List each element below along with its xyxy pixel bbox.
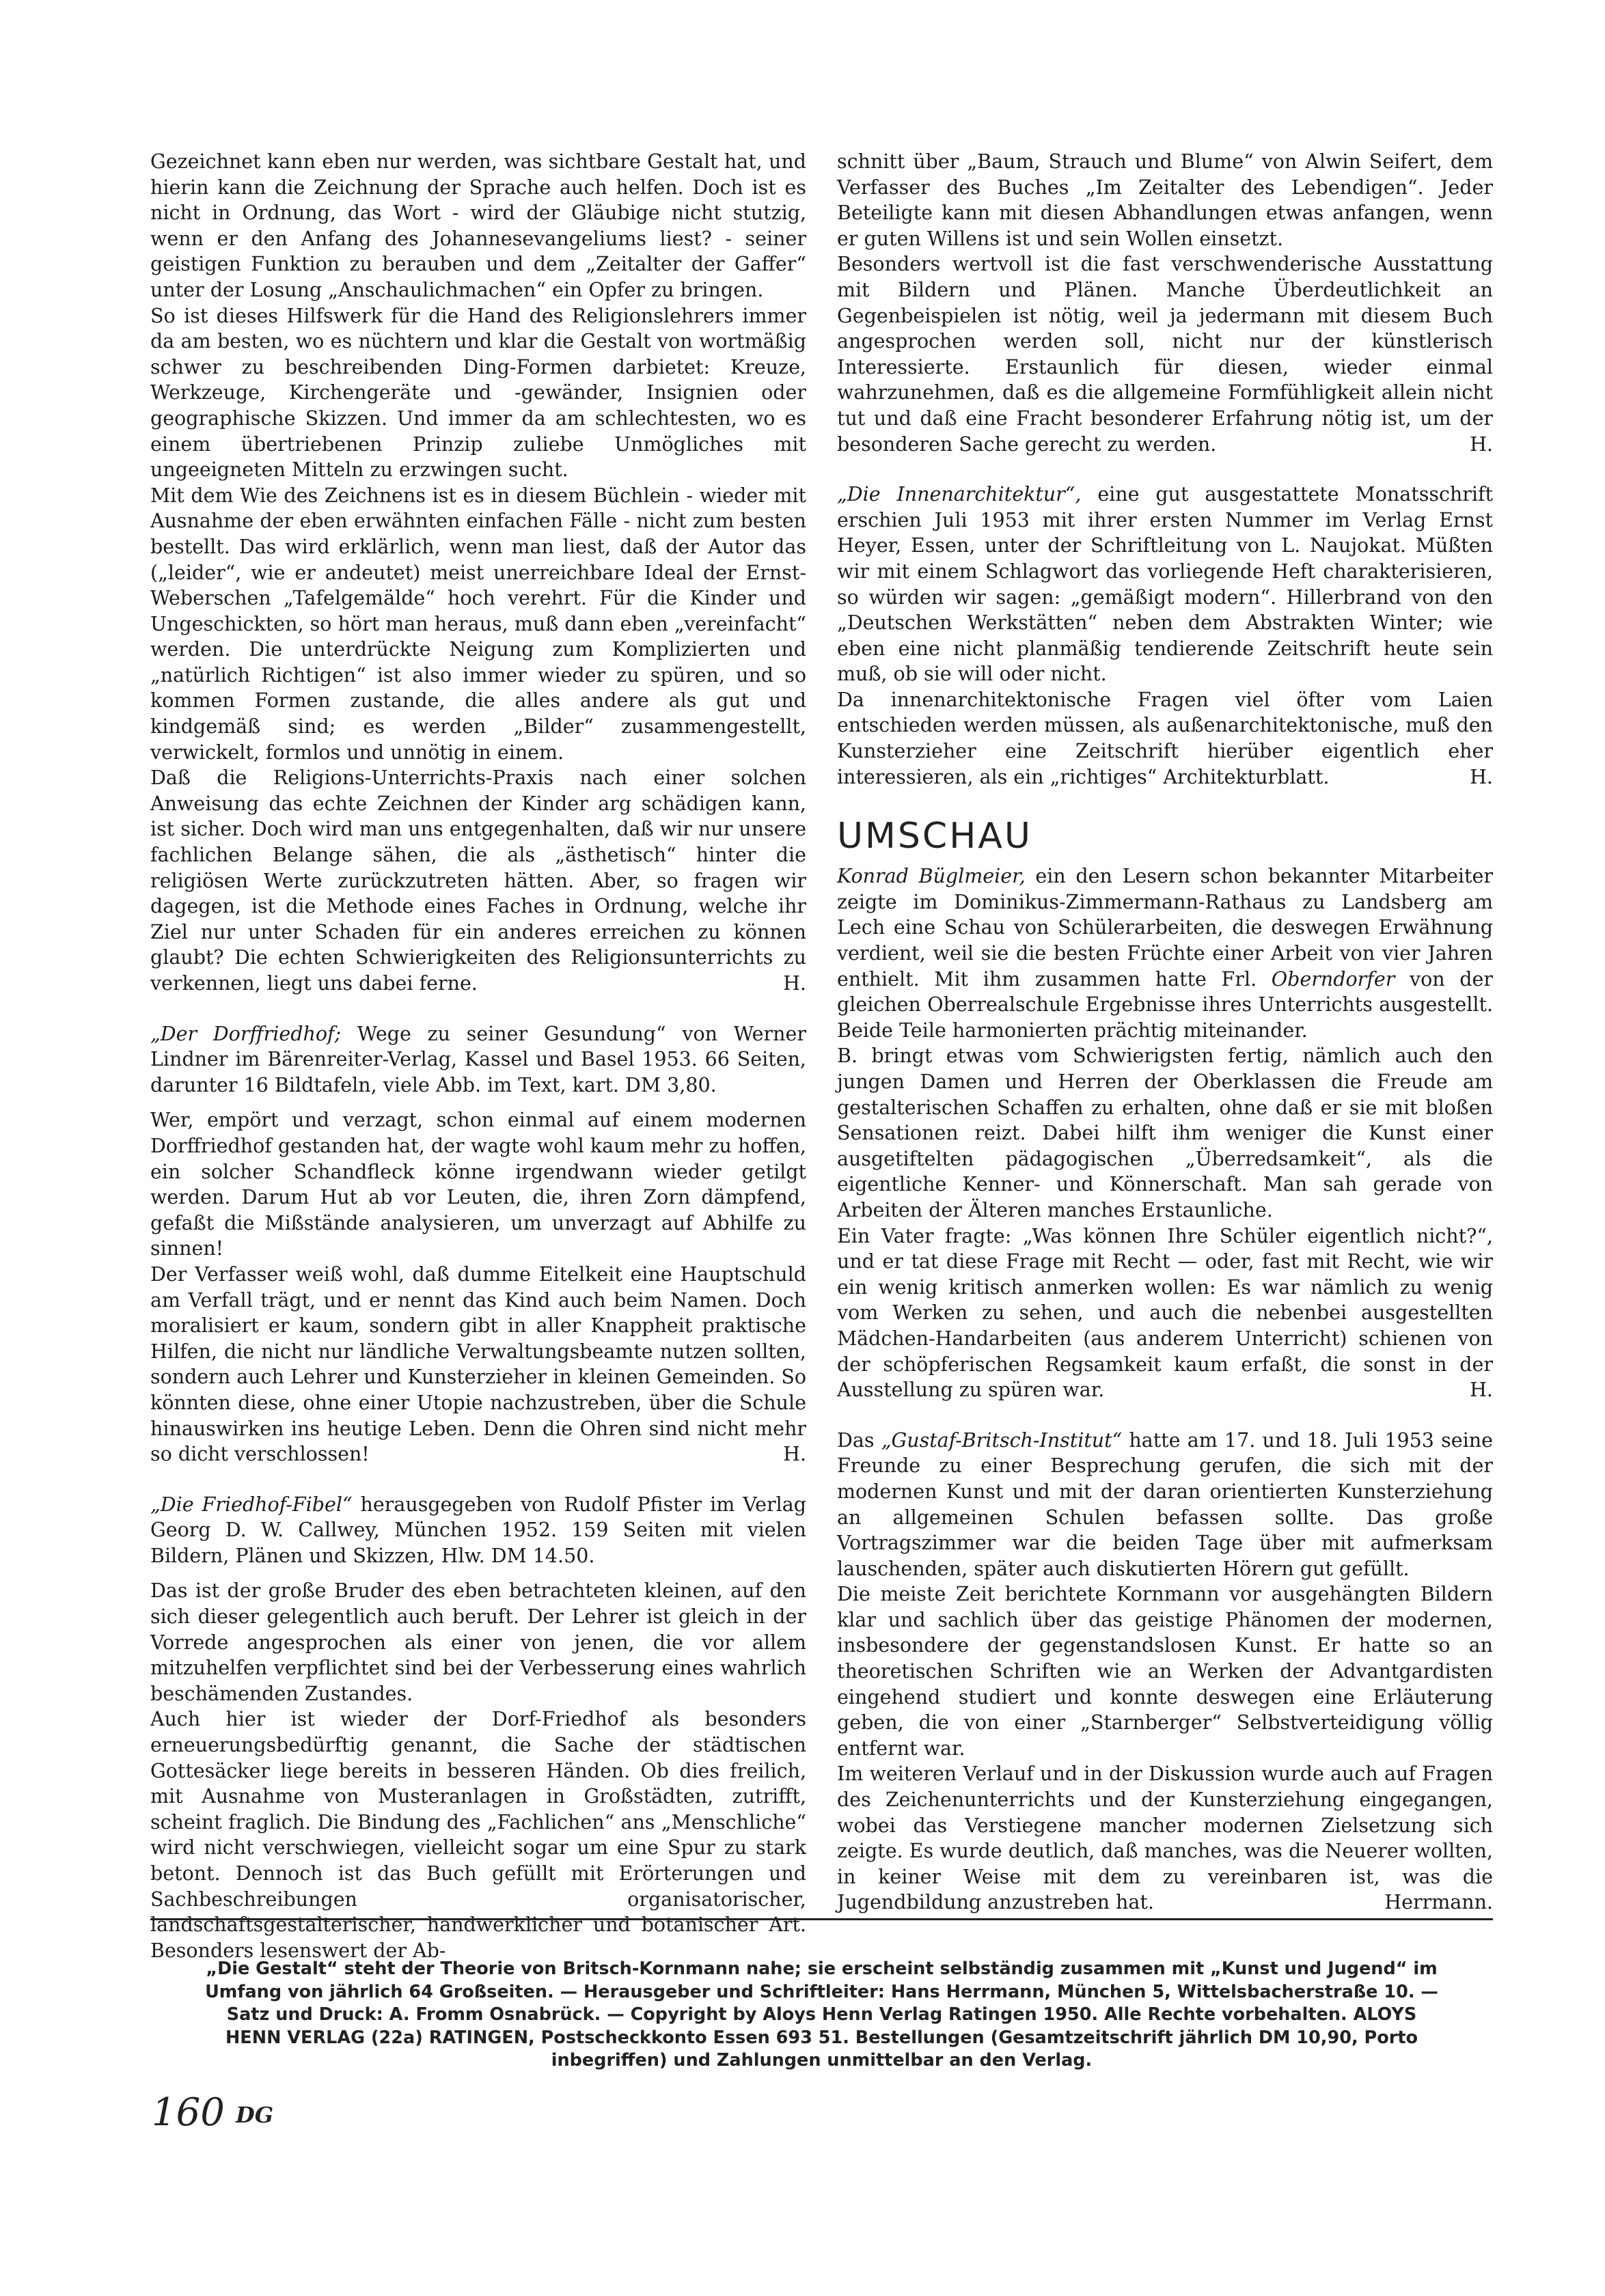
paragraph — [837, 687, 1493, 790]
spacer — [150, 997, 806, 1021]
imprint-line: inbegriffen) und Zahlungen unmittelbar an den Verlag. — [551, 2050, 1093, 2071]
imprint-line: Umfang von jährlich 64 Großseiten. — Herausgeber und Schriftleiter: Hans Herrmann, München 5, Wittelsbacherstraße 10. — — [205, 1981, 1438, 2002]
left-column — [150, 149, 806, 1963]
paragraph-text: Der Verfasser weiß wohl, daß dumme Eitelkeit eine Hauptschuld am Verfall trägt, und er nennt das Kind auch beim Namen. Doch moralisiert er kaum, sondern gibt in aller Knappheit praktische Hilfen, die nicht nur ländliche Verwaltungsbeamte nutzen sollten, sondern auch Lehrer und Kunsterzieher in kleinen Gemeinden. So könnten diese, ohne einer Utopie nachzustreben, über die Schule hinauswirken ins heutige Leben. Denn die Ohren sind nicht mehr so dicht verschlossen! — [150, 1262, 806, 1466]
review-heading — [150, 1492, 806, 1569]
paragraph: Gezeichnet kann eben nur werden, was sichtbare Gestalt hat, und hierin kann die Zeichnung der Sprache auch helfen. Doch ist es nicht in Ordnung, das Wort - wird der Gläubige nicht stutzig, wenn er den Anfang des Johannesevangeliums liest? - seiner geistigen Funktion zu berauben und dem „Zeitalter der Gaffer“ unter der Losung „Anschaulichmachen“ ein Opfer zu bringen. — [150, 150, 806, 301]
review-details: herausgegeben von Rudolf Pfister im Verlag Georg D. W. Callwey, München 1952. 159 Seiten mit vielen Bildern, Plänen und Skizzen, Hlw. DM 14.50. — [150, 1493, 806, 1567]
right-column — [837, 149, 1493, 1915]
paragraph: Die meiste Zeit berichtete Kornmann vor ausgehängten Bildern klar und sachlich über das geistige Phänomen der modernen, insbesondere der gegenstandslosen Kunst. Er hatte so an theoretischen Schriften wie an Werken der Advantgardisten eingehend studiert und konnte deswegen eine Erläuterung geben, die von einer „Starnberger“ Selbstverteidigung völlig entfernt war. — [837, 1583, 1493, 1760]
review-title: „Der Dorffriedhof; — [150, 1022, 342, 1045]
spacer — [150, 1568, 806, 1578]
author-signature: H. — [1470, 1379, 1493, 1402]
review-title: „Die Innenarchitektur“, — [837, 483, 1082, 506]
author-signature: H. — [783, 1443, 806, 1466]
paragraph-text: Ein Vater fragte: „Was können Ihre Schüler eigentlich nicht?“, und er tat diese Frage mit Recht — oder, fast mit Recht, wie wir ein wenig kritisch anmerken wollen: Es war nämlich zu wenig vom Werken zu sehen, und auch die nebenbei ausgestellten Mädchen-Handarbeiten (aus anderem Unterricht) schienen von der schöpferischen Regsamkeit kaum erfaßt, die sonst in der Ausstellung zu spüren war. — [837, 1224, 1493, 1402]
paragraph — [150, 765, 806, 996]
person-name: Oberndorfer — [1271, 967, 1395, 991]
review-details: Wege zu seiner Gesundung“ von Werner Lindner im Bärenreiter-Verlag, Kassel und Basel 1953. 66 Seiten, darunter 16 Bildtafeln, viele Abb. im Text, kart. DM 3,80. — [150, 1022, 806, 1096]
author-signature: H. — [1470, 765, 1493, 788]
page-number: 160 — [152, 2090, 225, 2135]
paragraph-text: Im weiteren Verlauf und in der Diskussion wurde auch auf Fragen des Zeichenunterrichts und der Kunsterziehung eingegangen, wobei das Verstiegene mancher modernen Zielsetzung sich zeigte. Es wurde deutlich, daß manches, was die Neuerer wollten, in keiner Weise mit dem zu vereinbaren ist, was die Jugendbildung anzustreben hat. — [837, 1762, 1493, 1914]
paragraph-text: Besonders wertvoll ist die fast verschwenderische Ausstattung mit Bildern und Plänen. Manche Überdeutlichkeit an Gegenbeispielen ist nötig, weil ja jedermann mit diesem Buch angesprochen werden soll, nicht nur der künstlerisch Interessierte. Erstaunlich für diesen, wieder einmal wahrzunehmen, daß es die allgemeine Formfühligkeit allein nicht tut und daß eine Fracht besonderer Erfahrung nötig ist, um der besonderen Sache gerecht zu werden. — [837, 253, 1493, 456]
paragraph — [837, 1428, 1493, 1582]
paragraph — [837, 251, 1493, 457]
review-title: „Die Friedhof-Fibel“ — [150, 1493, 353, 1516]
institute-name: „Gustaf-Britsch-Institut“ — [881, 1428, 1123, 1452]
paragraph: So ist dieses Hilfswerk für die Hand des Religionslehrers immer da am besten, wo es nüchtern und klar die Gestalt von wortmäßig schwer zu beschreibenden Ding-Formen darbietet: Kreuze, Werkzeuge, Kirchengeräte und -gewänder, Insignien oder geographische Skizzen. Und immer da am schlechtesten, wo es einem übertriebenen Prinzip zuliebe Unmögliches mit ungeeigneten Mitteln zu erzwingen sucht. — [150, 304, 806, 482]
horizontal-rule — [150, 1918, 1493, 1920]
paragraph: Das ist der große Bruder des eben betrachteten kleinen, auf den sich dieser gelegentlich auch beruft. Der Lehrer ist gleich in der Vorrede angesprochen als einer von jenen, die vor allem mitzuhelfen verpflichtet sind bei der Verbesserung eines wahrlich beschämenden Zustandes. — [150, 1579, 806, 1705]
paragraph: B. bringt etwas vom Schwierigsten fertig, nämlich auch den jungen Damen und Herren der Oberklassen die Freude am gestalterischen Schaffen zu erhalten, ohne daß er sie mit bloßen Sensationen reizt. Dabei hilft ihm weniger die Kunst einer ausgetiftelten pädagogischen „Überredsamkeit“, als die eigentliche Kenner- und Könnerschaft. Man sah gerade von Arbeiten der Älteren manches Erstaunliche. — [837, 1045, 1493, 1221]
paragraph — [837, 1761, 1493, 1915]
paragraph-text: Das — [837, 1428, 881, 1452]
author-signature: H. — [1470, 432, 1493, 456]
review-heading — [150, 1021, 806, 1098]
review-heading — [837, 482, 1493, 687]
imprint-line: HENN VERLAG (22a) RATINGEN, Postscheckkonto Essen 693 51. Bestellungen (Gesamtzeitschrift jährlich DM 10,90, Porto — [225, 2027, 1418, 2048]
spacer — [837, 457, 1493, 482]
review-details: eine gut ausgestattete Monatsschrift erschien Juli 1953 mit ihrer ersten Nummer im Verlag Ernst Heyer, Essen, unter der Schriftleitung von L. Naujokat. Müßten wir mit einem Schlagwort das vorliegende Heft charakterisieren, so würden wir sagen: „gemäßigt modern“. Hillerbrand von den „Deutschen Werkstätten“ neben dem Abstrakten Winter; wie eben eine nicht planmäßig tendierende Zeitschrift heute sein muß, ob sie will oder nicht. — [837, 483, 1494, 686]
author-signature: H. — [783, 972, 806, 995]
imprint-line: „Die Gestalt“ steht der Theorie von Britsch-Kornmann nahe; sie erscheint selbständig zusammen mit „Kunst und Jugend“ im — [206, 1959, 1438, 1979]
paragraph: schnitt über „Baum, Strauch und Blume“ von Alwin Seifert, dem Verfasser des Buches „Im Zeitalter des Lebendigen“. Jeder Beteiligte kann mit diesen Abhandlungen etwas anfangen, wenn er guten Willens ist und sein Wollen einsetzt. — [837, 150, 1493, 250]
spacer — [150, 1098, 806, 1107]
paragraph — [150, 1262, 806, 1467]
section-heading: UMSCHAU — [837, 816, 1032, 857]
author-signature: Herrmann. — [1384, 1891, 1493, 1914]
paragraph: Wer, empört und verzagt, schon einmal auf einem modernen Dorffriedhof gestanden hat, der wagte wohl kaum mehr zu hoffen, ein solcher Schandfleck könne irgendwann wieder getilgt werden. Darum Hut ab vor Leuten, die, ihren Zorn dämpfend, gefaßt die Mißstände analysieren, um unverzagt auf Abhilfe zu sinnen! — [150, 1109, 806, 1260]
paragraph: Mit dem Wie des Zeichnens ist es in diesem Büchlein - wieder mit Ausnahme der eben erwähnten einfachen Fälle - nicht zum besten bestellt. Das wird erklärlich, wenn man liest, daß der Autor das („leider“, wie er andeutet) meist unerreichbare Ideal der Ernst-Weberschen „Tafelgemälde“ hoch verehrt. Für die Kinder und Ungeschickten, so hört man heraus, muß dann eben „vereinfacht“ werden. Die unterdrückte Neigung zum Komplizierten und „natürlich Richtigen“ ist also immer wieder zu spüren, und so kommen Formen zustande, die alles andere als gut und kindgemäß sind; es werden „Bilder“ zusammengestellt, verwickelt, formlos und unnötig in einem. — [150, 484, 806, 764]
person-name: Konrad Büglmeier, — [837, 865, 1026, 888]
imprint-block — [171, 1958, 1472, 2073]
paragraph-text: Daß die Religions-Unterrichts-Praxis nach einer solchen Anweisung das echte Zeichnen der Kinder arg schädigen kann, ist sicher. Doch wird man uns entgegenhalten, daß wir nur unsere fachlichen Belange sähen, die als „ästhetisch“ hinter die religiösen Werte zurückzutreten hätten. Aber, so fragen wir dagegen, ist die Methode eines Faches in Ordnung, welche ihr Ziel nur unter Schaden für ein anderes erreichen zu können glaubt? Die echten Schwierigkeiten des Religionsunterrichts zu verkennen, liegt uns dabei ferne. — [150, 766, 806, 995]
imprint-line: Satz und Druck: A. Fromm Osnabrück. — Copyright by Aloys Henn Verlag Ratingen 1950. Alle Rechte vorbehalten. ALOYS — [226, 2004, 1417, 2025]
paragraph — [837, 863, 1493, 1043]
paragraph-text: Da innenarchitektonische Fragen viel öfter vom Laien entschieden werden müssen, als außenarchitektonische, muß den Kunsterzieher eine Zeitschrift hierüber eigentlich eher interessieren, als ein „richtiges“ Architekturblatt. — [837, 688, 1493, 788]
paragraph: Auch hier ist wieder der Dorf-Friedhof als besonders erneuerungsbedürftig genannt, die Sache der städtischen Gottesäcker liege bereits in besseren Händen. Ob dies freilich, mit Ausnahme von Musteranlagen in Großstädten, zutrifft, scheint fraglich. Die Bindung des „Fachlichen“ ans „Menschliche“ wird nicht verschwiegen, vielleicht sogar um eine Spur zu stark betont. Dennoch ist das Buch gefüllt mit Erörterungen und Sachbeschreibungen organisatorischer, landschaftsgestalterischer, handwerklicher und botanischer Art. Besonders lesenswert der Ab- — [150, 1708, 806, 1962]
spacer — [837, 1403, 1493, 1428]
paragraph-text: ein den Lesern schon bekannter Mitarbeiter zeigte im Dominikus-Zimmermann-Rathaus zu Landsberg am Lech eine Schau von Schülerarbeiten, die deswegen Erwähnung verdient, weil sie die besten Früchte einer Arbeit von vier Jahren enthielt. Mit ihm zusammen hatte Frl. — [837, 865, 1493, 991]
paragraph — [837, 1223, 1493, 1403]
journal-abbreviation: DG — [236, 2102, 274, 2128]
paragraph-text: hatte am 17. und 18. Juli 1953 seine Freunde zu einer Besprechung gerufen, die sich mit der modernen Kunst und mit der daran orientierten Kunsterziehung an allgemeinen Schulen befassen sollte. Das große Vortragszimmer war die beiden Tage über mit aufmerksam lauschenden, später auch diskutierten Hörern gut gefüllt. — [837, 1428, 1493, 1580]
paragraph-text: von der gleichen Oberrealschule Ergebnisse ihres Unterrichts ausgestellt. Beide Teile harmonierten prächtig miteinander. — [837, 967, 1493, 1042]
spacer — [150, 1467, 806, 1492]
